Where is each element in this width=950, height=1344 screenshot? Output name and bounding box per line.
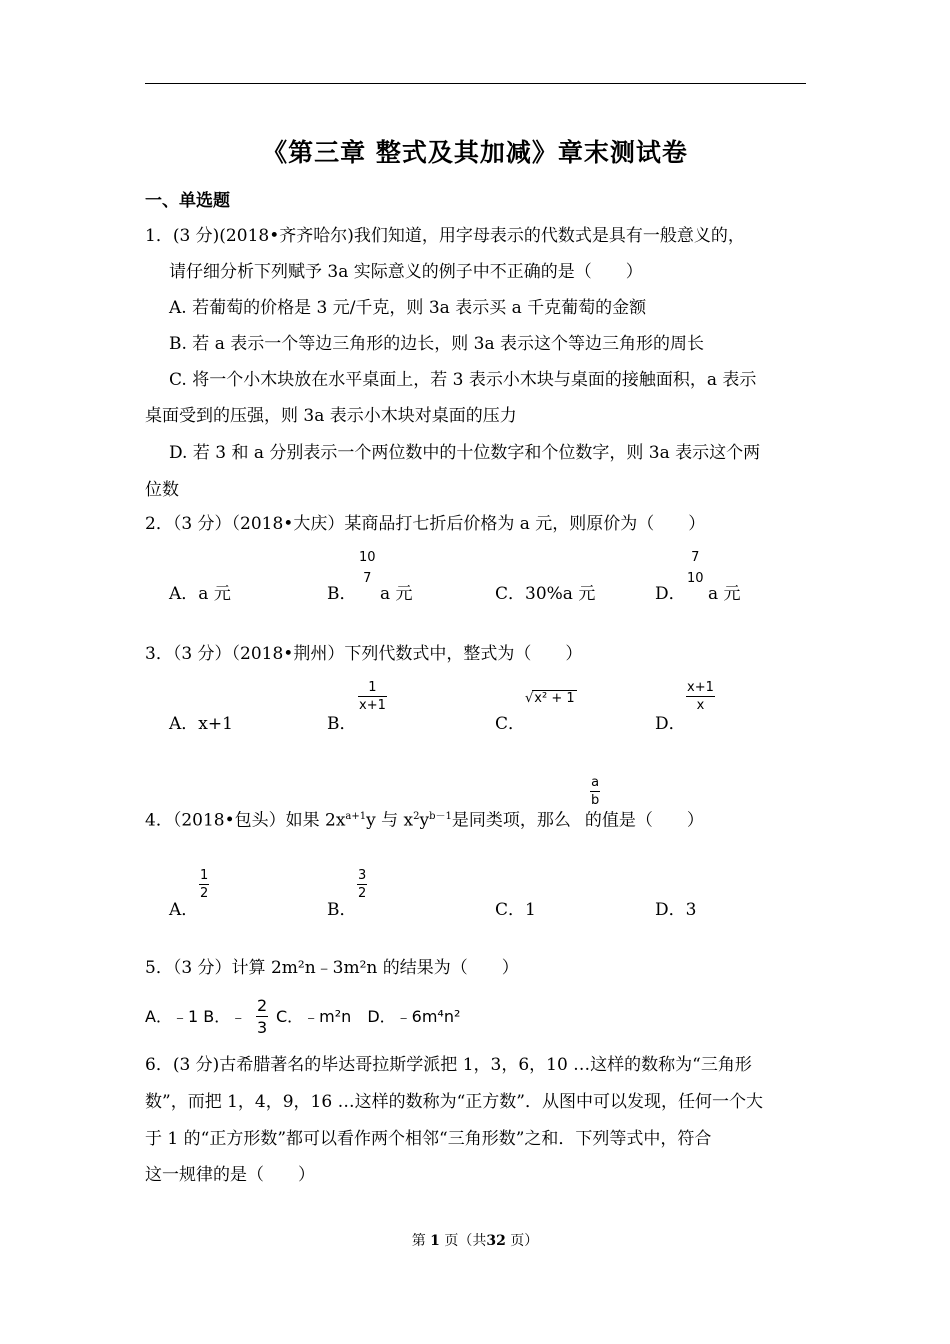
q1-line1: 1．(3 分)(2018•齐齐哈尔)我们知道，用字母表示的代数式是具有一般意义的， (145, 226, 745, 246)
q2-stem: 2．（3 分）（2018•大庆）某商品打七折后价格为 a 元，则原价为（ ） (145, 514, 706, 534)
q5-b-denominator: 3 (257, 1018, 268, 1037)
q4-option-d: D．3 (655, 900, 697, 920)
q4-b-numerator: 3 (358, 868, 367, 883)
q3-option-d-label: D． (655, 714, 686, 734)
q4-stem-post: 的值是（ ） (584, 810, 704, 831)
q2-option-d-tail: a 元 (708, 584, 741, 604)
q1-option-b: B. 若 a 表示一个等边三角形的边长，则 3a 表示这个等边三角形的周长 (169, 334, 705, 354)
q4-stem (145, 804, 704, 834)
page-title: 《第三章 整式及其加减》章末测试卷 (262, 138, 688, 167)
q3-option-c-label: C． (495, 714, 526, 734)
q3-b-denominator: x+1 (359, 698, 386, 713)
q4-b-bar (357, 884, 367, 885)
footer-pre: 第 (411, 1233, 426, 1249)
q4-b-denominator: 2 (358, 886, 367, 901)
footer-total-pages: 32 (486, 1233, 506, 1249)
q2-option-b-tail: a 元 (380, 584, 413, 604)
q2-option-c: C．30%a 元 (495, 584, 596, 604)
q1-option-c-line2: 桌面受到的压强，则 3a 表示小木块对桌面的压力 (145, 406, 517, 426)
q3-option-b-fraction (358, 680, 387, 713)
q4-a-denominator: 2 (200, 886, 209, 901)
q4-frac-numerator: a (591, 775, 600, 790)
q6-line2: 数”，而把 1，4，9，16 …这样的数称为“正方数”．从图中可以发现，任何一个大 (145, 1092, 763, 1112)
q2-b-denominator: 7 (363, 571, 372, 586)
q4-a-bar (199, 884, 209, 885)
footer-mid: 页（共 (444, 1233, 487, 1249)
q6-line1: 6．(3 分)古希腊著名的毕达哥拉斯学派把 1，3，6，10 …这样的数称为“三角形 (145, 1055, 752, 1075)
q1-option-d-line2: 位数 (145, 480, 179, 500)
q4-ab-fraction (590, 775, 600, 808)
q4-option-c: C．1 (495, 900, 536, 920)
q5-option-b-fraction (256, 996, 268, 1037)
q3-option-a: A．x+1 (169, 714, 233, 734)
q5-b-numerator: 2 (257, 996, 268, 1015)
q3-d-numerator: x+1 (687, 680, 714, 695)
q4-a-numerator: 1 (200, 868, 209, 883)
q4-stem-mid2: y (419, 810, 430, 831)
section-heading: 一、单选题 (145, 191, 230, 211)
q2-d-numerator: 7 (691, 550, 700, 565)
q2-option-b-fraction (358, 550, 377, 586)
q4-stem-pre: 4．（2018•包头）如果 2x (145, 810, 346, 831)
q5-stem: 5．（3 分）计算 2m²n﹣3m²n 的结果为（ ） (145, 958, 519, 978)
q3-d-denominator: x (696, 698, 705, 713)
page-footer (0, 1230, 950, 1250)
q3-stem: 3．（3 分）（2018•荆州）下列代数式中，整式为（ ） (145, 644, 583, 664)
q3-option-b-label: B． (327, 714, 357, 734)
q5-b-bar (256, 1016, 268, 1017)
q4-exponent-2: 2 (413, 811, 420, 822)
q1-line2: 请仔细分析下列赋予 3a 实际意义的例子中不正确的是（ ） (169, 262, 643, 282)
footer-page-number: 1 (430, 1233, 440, 1249)
q4-frac-bar (590, 791, 600, 792)
q6-line3: 于 1 的“正方形数”都可以看作两个相邻“三角形数”之和．下列等式中，符合 (145, 1129, 712, 1149)
q2-option-d-fraction (686, 550, 705, 586)
header-rule (145, 83, 806, 84)
q3-option-c-sqrt (525, 690, 577, 706)
q4-option-a-label: A． (169, 900, 199, 920)
q4-exponent-1: a+1 (345, 811, 367, 822)
q2-b-numerator: 10 (359, 550, 376, 565)
q3-d-fraction-bar (686, 696, 715, 697)
q1-option-d-line1: D. 若 3 和 a 分别表示一个两位数中的十位数字和个位数字，则 3a 表示这个两 (169, 443, 761, 463)
q3-b-numerator: 1 (368, 680, 377, 695)
q2-option-a: A．a 元 (169, 584, 231, 604)
q2-option-b-label: B． (327, 584, 357, 604)
footer-post: 页） (510, 1233, 539, 1249)
q3-c-radicand: x² + 1 (534, 691, 575, 706)
q4-option-b-label: B． (327, 900, 357, 920)
q5-option-ab: A．﹣1 B．﹣ (145, 1007, 247, 1026)
q4-option-b-fraction (357, 868, 367, 901)
q1-option-a: A. 若葡萄的价格是 3 元/千克，则 3a 表示买 a 千克葡萄的金额 (169, 298, 647, 318)
q2-option-d-label: D． (655, 584, 686, 604)
q4-stem-mid3: 是同类项，那么 (451, 810, 571, 831)
q4-stem-mid1: y 与 x (366, 810, 414, 831)
q5-option-cd: C．﹣m²n D．﹣6m⁴n² (276, 1007, 461, 1026)
q4-frac-denominator: b (591, 793, 600, 808)
q1-option-c-line1: C. 将一个小木块放在水平桌面上，若 3 表示小木块与桌面的接触面积，a 表示 (169, 370, 757, 390)
q4-exponent-3: b－1 (429, 811, 452, 822)
sqrt-icon: √ (525, 691, 534, 706)
q3-option-d-fraction (686, 680, 715, 713)
q6-line4: 这一规律的是（ ） (145, 1165, 315, 1185)
q3-b-fraction-bar (358, 696, 387, 697)
q2-d-denominator: 10 (687, 571, 704, 586)
q4-option-a-fraction (199, 868, 209, 901)
